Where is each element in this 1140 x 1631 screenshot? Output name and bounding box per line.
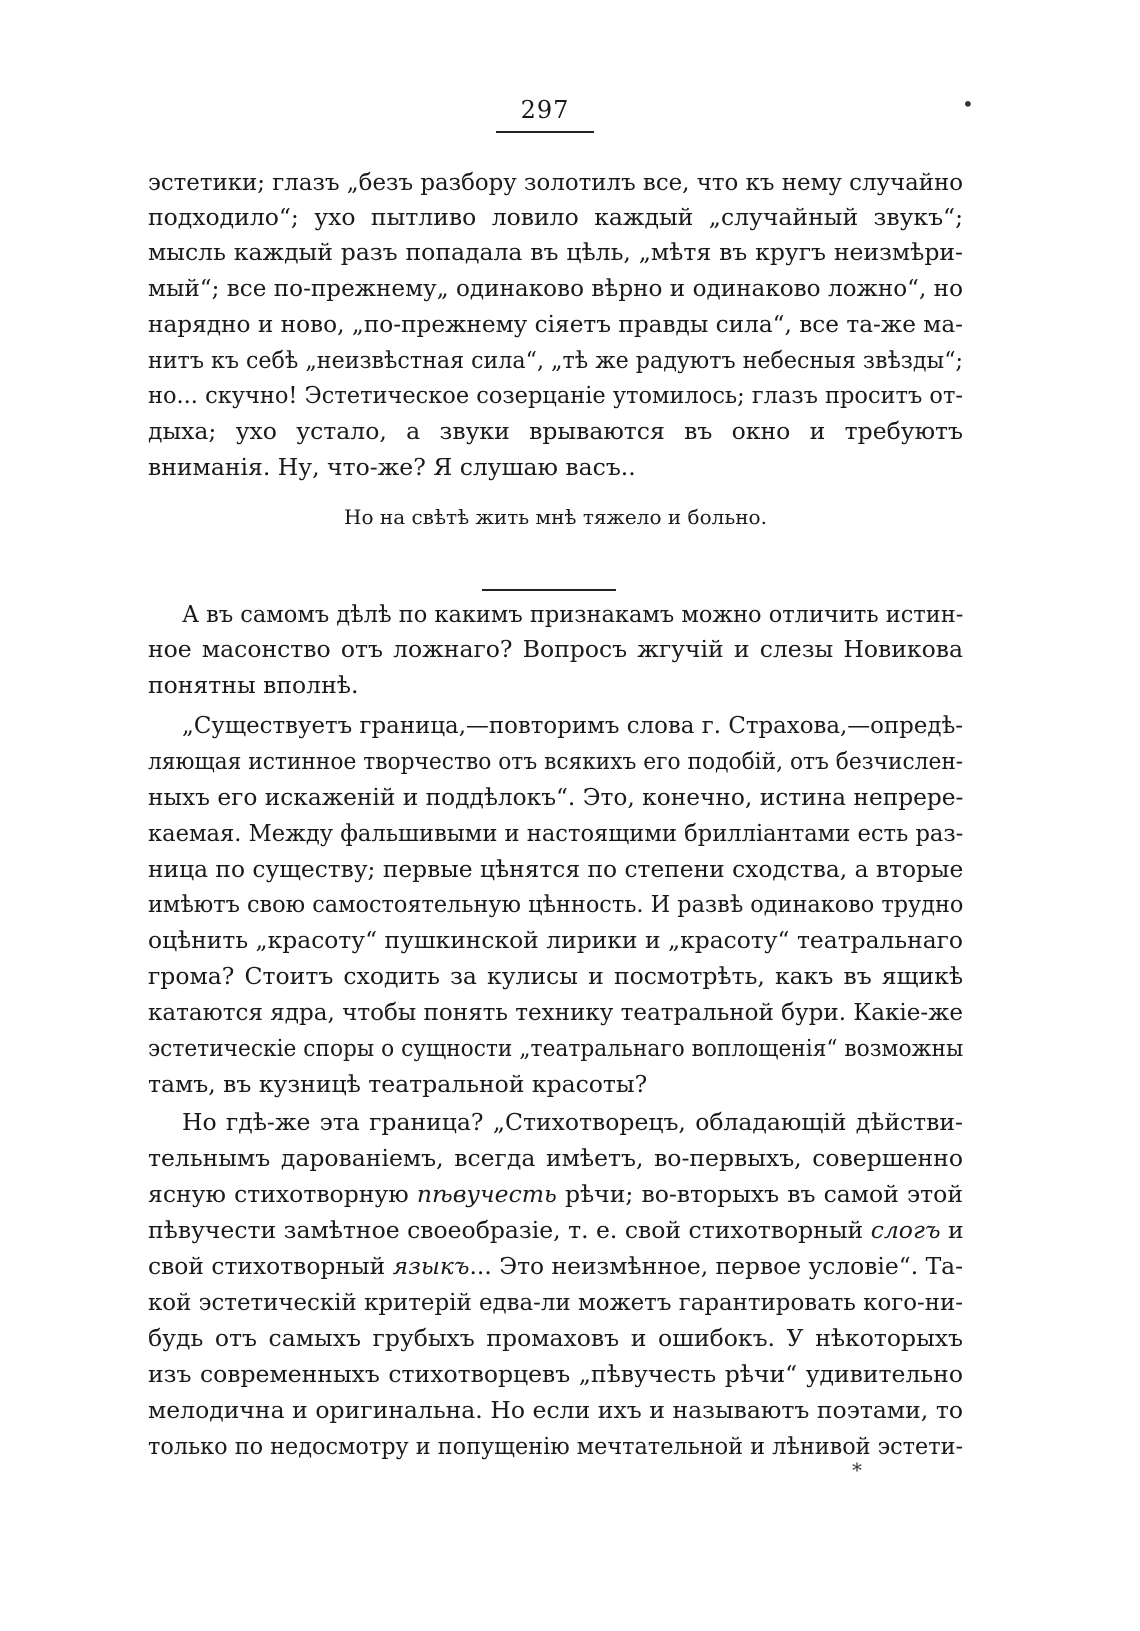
margin-dot-mark: • (962, 92, 974, 116)
italic-term: слогъ (870, 1216, 941, 1244)
text-line: мысль каждый разъ попадала въ цѣль, „мѣтя въ кругъ неизмѣри- (148, 238, 963, 266)
text-line (148, 1176, 963, 1212)
text-run: рѣчи; во-вторыхъ въ самой этой (556, 1180, 963, 1208)
epigraph: Но на свѣтѣ жить мнѣ тяжело и больно. (344, 505, 767, 529)
text-line: ное масонство отъ ложнаго? Вопросъ жгучій и слезы Новикова (148, 635, 963, 663)
text-line: катаются ядра, чтобы понять технику театральной бури. Какіе-же (148, 998, 963, 1026)
text-line: вниманія. Ну, что-же? Я слушаю васъ.. (148, 453, 636, 481)
text-line: нарядно и ново, „по-прежнему сіяетъ правды сила“, все та-же ма- (148, 310, 963, 338)
section-divider (482, 589, 616, 591)
text-run: и (940, 1216, 964, 1244)
text-line: ляющая истинное творчество отъ всякихъ его подобій, отъ безчислен- (148, 747, 964, 775)
text-line: мелодична и оригинальна. Но если ихъ и называютъ поэтами, то (148, 1396, 963, 1424)
text-line: подходило“; ухо пытливо ловило каждый „случайный звукъ“; (148, 203, 963, 231)
text-line: эстетическіе споры о сущности „театральнаго воплощенія“ возможны (148, 1034, 964, 1062)
text-line: каемая. Между фальшивыми и настоящими бриллiантами есть раз- (148, 819, 964, 847)
page-number: 297 (520, 96, 570, 124)
italic-term: пѣвучесть (416, 1180, 557, 1208)
text-line: понятны вполнѣ. (148, 671, 359, 699)
text-line (148, 1248, 963, 1284)
page-number-rule (496, 131, 594, 133)
text-line: кой эстетическій критерій едва-ли можетъ гарантировать кого-ни- (148, 1288, 963, 1316)
italic-term: языкъ (392, 1252, 470, 1280)
text-line: имѣютъ свою самостоятельную цѣнность. И развѣ одинаково трудно (148, 890, 964, 918)
text-run: пѣвучести замѣтное своеобразіе, т. е. свой стихотворный (148, 1216, 871, 1244)
text-line: изъ современныхъ стихотворцевъ „пѣвучесть рѣчи“ удивительно (148, 1360, 963, 1388)
text-run: ясную стихотворную (148, 1180, 417, 1208)
text-run: ... Это неизмѣнное, первое условіе“. Та- (469, 1252, 964, 1280)
footnote-asterisk-mark: * (852, 1458, 862, 1482)
text-line: но... скучно! Эстетическое созерцаніе утомилось; глазъ проситъ от- (148, 381, 963, 409)
text-line: тельнымъ дарованіемъ, всегда имѣетъ, во-первыхъ, совершенно (148, 1144, 963, 1172)
text-line: только по недосмотру и попущенію мечтательной и лѣнивой эстети- (148, 1432, 964, 1460)
text-line: будь отъ самыхъ грубыхъ промаховъ и ошибокъ. У нѣкоторыхъ (148, 1324, 963, 1352)
text-line: оцѣнить „красоту“ пушкинской лирики и „красоту“ театральнаго (148, 926, 963, 954)
text-line (148, 1212, 963, 1248)
text-line: грома? Стоитъ сходить за кулисы и посмотрѣть, какъ въ ящикѣ (148, 962, 963, 990)
text-run: свой стихотворный (148, 1252, 393, 1280)
text-line: „Существуетъ граница,—повторимъ слова г. Страхова,—опредѣ- (182, 711, 963, 739)
text-line: тамъ, въ кузницѣ театральной красоты? (148, 1070, 648, 1098)
text-line: нитъ къ себѣ „неизвѣстная сила“, „тѣ же радуютъ небесныя звѣзды“; (148, 346, 963, 374)
text-line: А въ самомъ дѣлѣ по какимъ признакамъ можно отличить истин- (182, 600, 964, 628)
text-line: ница по существу; первые цѣнятся по степени сходства, а вторые (148, 855, 964, 883)
text-line: дыха; ухо устало, а звуки врываются въ окно и требуютъ (148, 417, 963, 445)
text-line: эстетики; глазъ „безъ разбору золотилъ все, что къ нему случайно (148, 168, 963, 196)
text-line: Но гдѣ-же эта граница? „Стихотворецъ, обладающій дѣйстви- (182, 1108, 963, 1136)
text-line: ныхъ его искаженій и поддѣлокъ“. Это, конечно, истина непрере- (148, 783, 964, 811)
text-line: мый“; все по-прежнему„ одинаково вѣрно и одинаково ложно“, но (148, 274, 963, 302)
